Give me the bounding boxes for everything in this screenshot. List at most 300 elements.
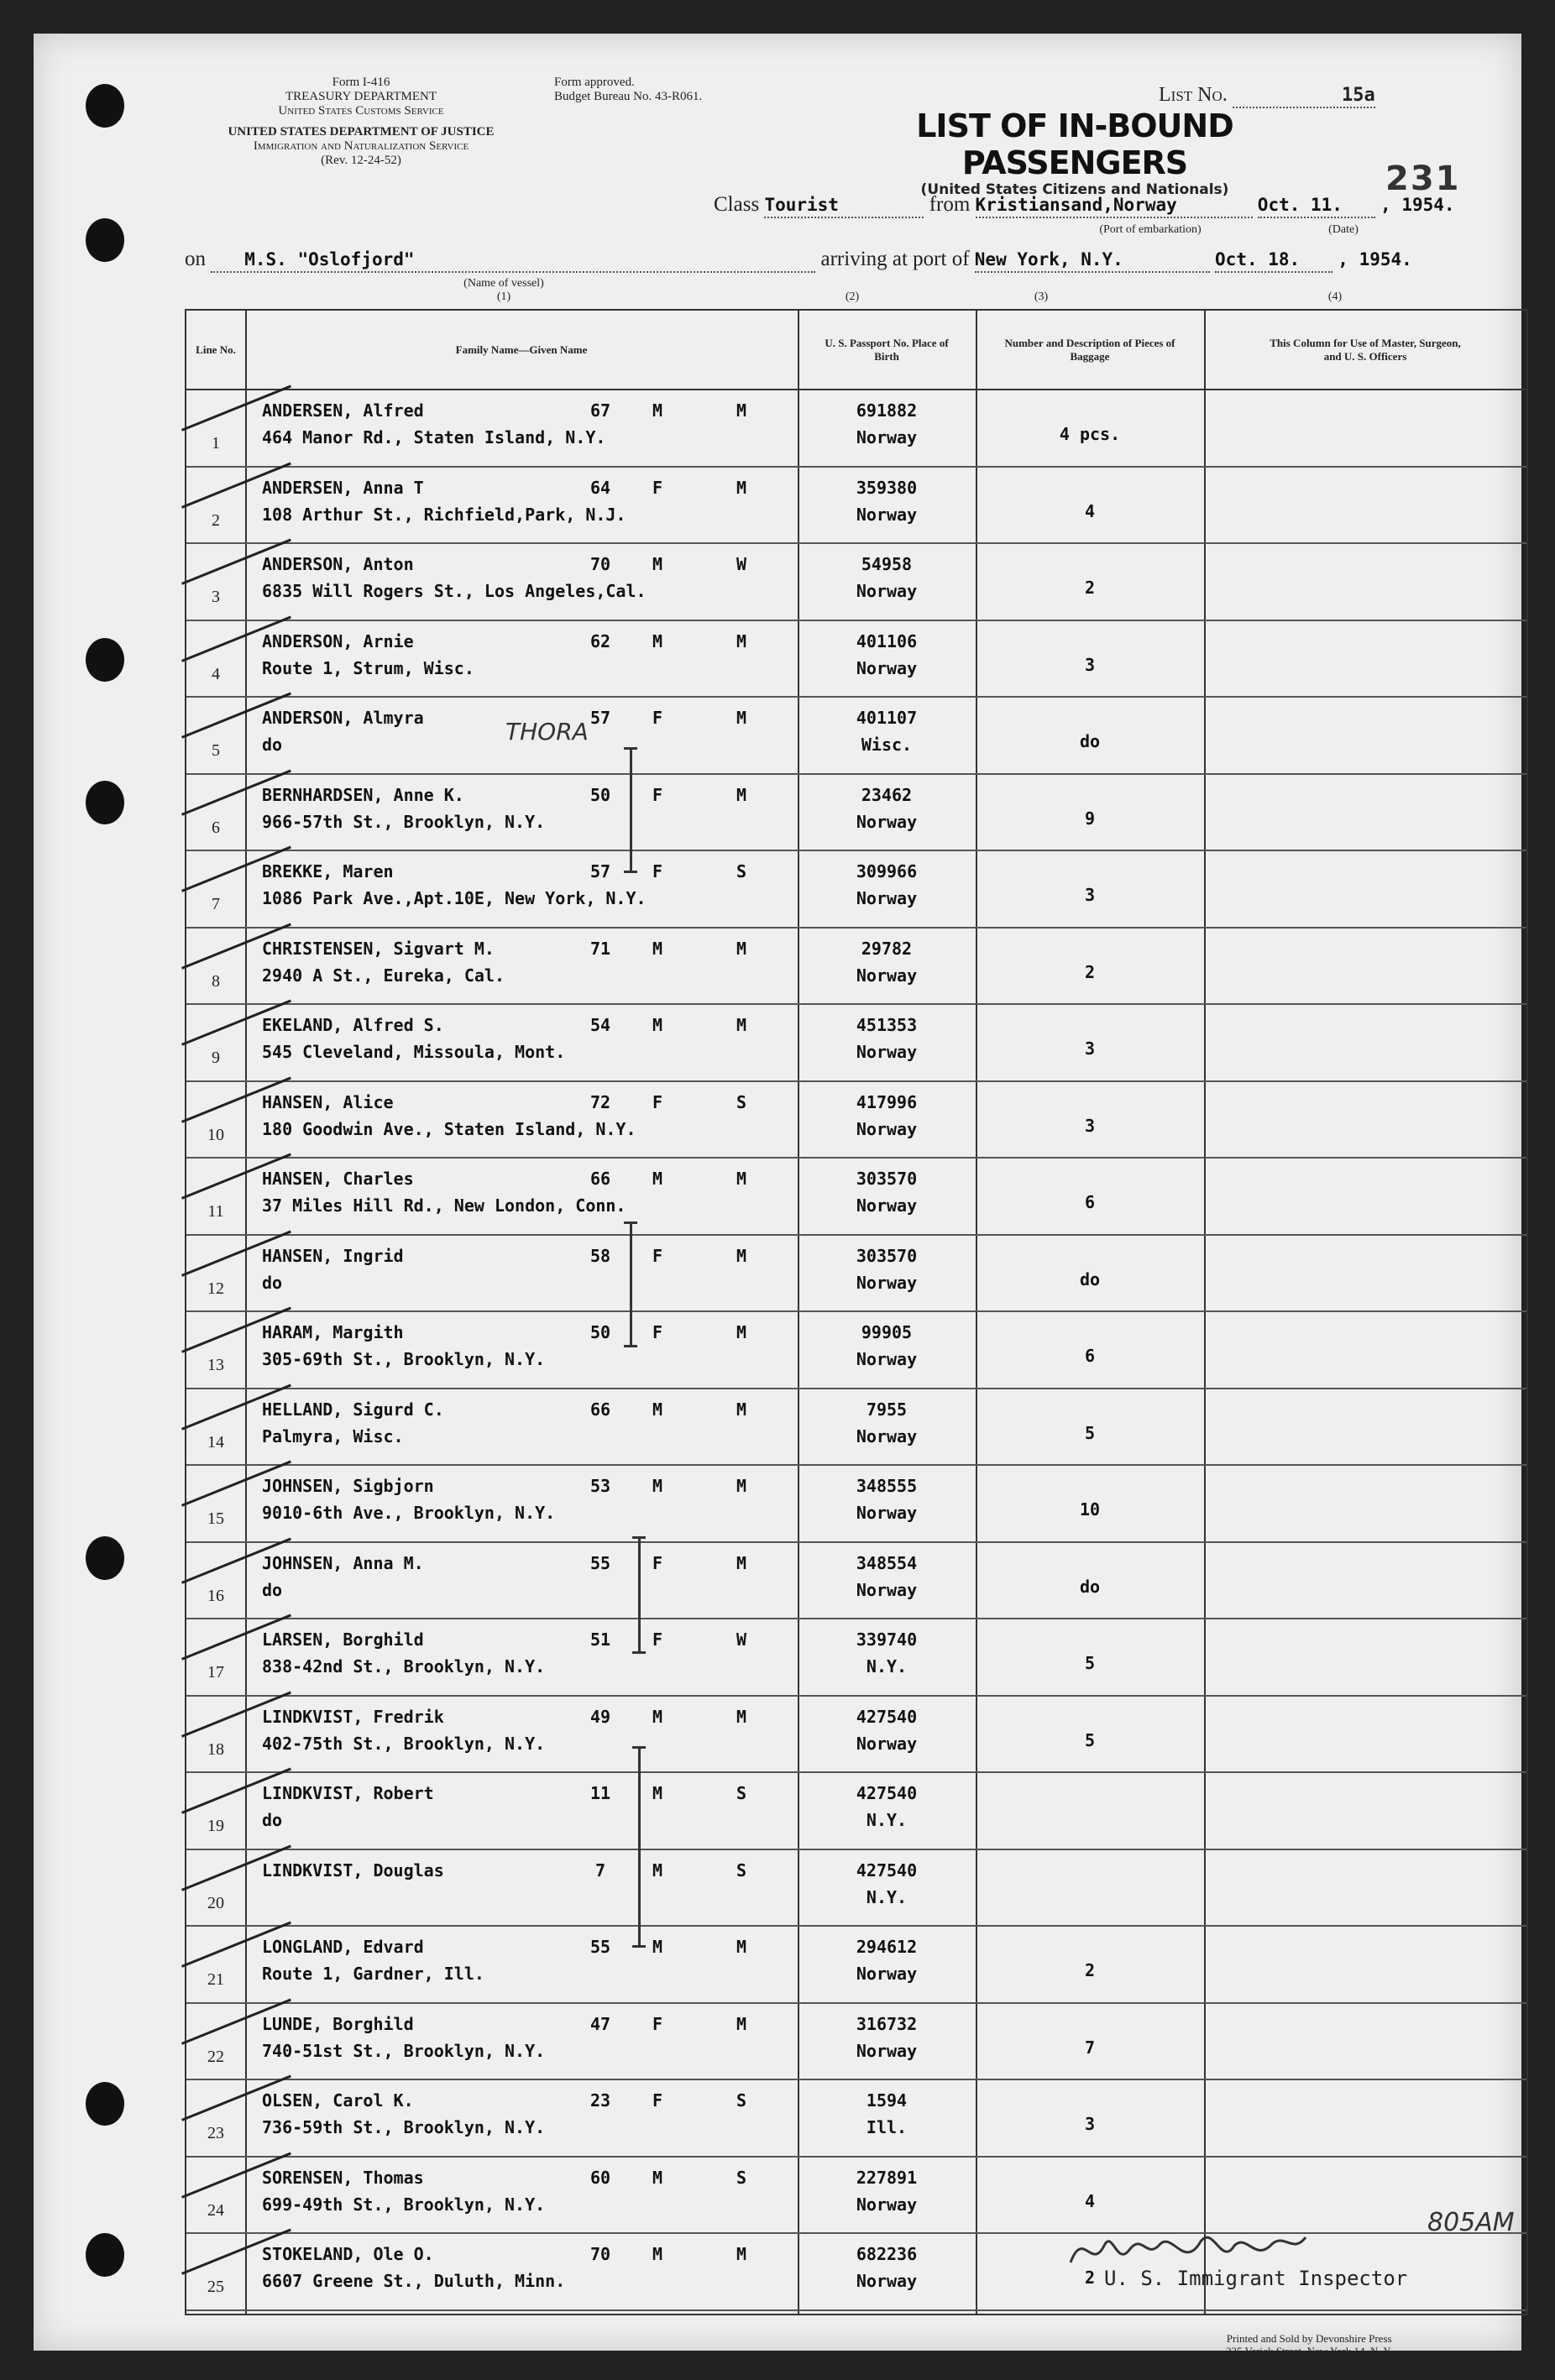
passenger-age: 58 (589, 1245, 611, 1266)
passenger-sex: M (652, 400, 663, 421)
col-num-1: (1) (496, 290, 511, 303)
passenger-address: 464 Manor Rd., Staten Island, N.Y. (262, 427, 606, 447)
passenger-address: 6607 Greene St., Duluth, Minn. (262, 2271, 566, 2291)
passenger-name: HELLAND, Sigurd C. (262, 1399, 444, 1420)
line-number: 21 (207, 1970, 224, 1989)
passenger-age: 66 (589, 1169, 611, 1189)
passenger-age: 51 (589, 1629, 611, 1650)
passenger-age: 55 (589, 1552, 611, 1573)
table-row (186, 2004, 1526, 2081)
baggage-count: 10 (1079, 1499, 1101, 1520)
baggage-count: 3 (1084, 2114, 1096, 2134)
table-row (186, 468, 1526, 545)
passenger-name: JOHNSEN, Sigbjorn (262, 1476, 434, 1496)
line-number: 2 (212, 510, 220, 530)
line-number: 7 (212, 895, 220, 913)
passenger-name: CHRISTENSEN, Sigvart M. (262, 938, 495, 959)
passport-number: 1594 (866, 2090, 908, 2111)
passport-number: 227891 (856, 2167, 918, 2188)
passenger-sex: M (652, 1015, 663, 1035)
passenger-name: LINDKVIST, Fredrik (262, 1706, 444, 1727)
embarkation-year: , 1954. (1380, 195, 1455, 215)
baggage-count: 6 (1084, 1192, 1096, 1212)
marital-status: M (736, 477, 747, 498)
passport-number: 29782 (861, 938, 913, 959)
table-row (186, 1619, 1526, 1697)
place-of-birth: Norway (856, 2194, 918, 2215)
passenger-sex: M (652, 2167, 663, 2188)
form-identification (185, 76, 537, 168)
place-of-birth: Norway (856, 504, 918, 525)
passenger-age: 67 (589, 400, 611, 421)
passenger-name: OLSEN, Carol K. (262, 2090, 414, 2111)
passport-number: 99905 (861, 1322, 913, 1342)
list-number (1159, 84, 1375, 108)
baggage-count: 4 (1084, 500, 1096, 521)
header-officers: This Column for Use of Master, Surgeon, and U. S. Officers (1204, 311, 1526, 390)
place-of-birth: Norway (856, 1349, 918, 1369)
place-of-birth: Norway (856, 1425, 918, 1446)
line-number: 1 (212, 434, 220, 452)
passenger-sex: M (652, 630, 663, 651)
binder-hole (86, 638, 124, 682)
table-row (186, 1543, 1526, 1620)
table-row (186, 1159, 1526, 1236)
place-of-birth: Norway (856, 1733, 918, 1754)
vessel-caption: (Name of vessel) (463, 277, 544, 290)
table-row (186, 1850, 1526, 1928)
passenger-age: 70 (589, 2244, 611, 2264)
marital-status: M (736, 2244, 747, 2264)
passenger-name: LARSEN, Borghild (262, 1629, 424, 1650)
place-of-birth: Norway (856, 1964, 918, 1984)
marital-status: M (736, 400, 747, 421)
marital-status: M (736, 784, 747, 805)
passenger-sex: M (652, 1476, 663, 1496)
marital-status: M (736, 938, 747, 959)
passenger-address: do (262, 735, 283, 755)
passenger-sex: F (652, 1091, 663, 1112)
table-row (186, 851, 1526, 928)
line-number: 22 (207, 2047, 224, 2066)
line-number: 24 (207, 2200, 224, 2220)
passenger-address: Palmyra, Wisc. (262, 1425, 404, 1446)
place-of-birth: Norway (856, 2040, 918, 2061)
passport-number: 23462 (861, 784, 913, 805)
place-of-birth: Norway (856, 581, 918, 601)
binder-hole (86, 2233, 124, 2277)
passport-number: 691882 (856, 400, 918, 421)
baggage-count: do (1079, 1268, 1101, 1289)
binder-hole (86, 218, 124, 262)
baggage-count: 5 (1084, 1653, 1096, 1673)
passport-number: 294612 (856, 1937, 918, 1957)
passenger-sex: M (652, 2244, 663, 2264)
passenger-address: 180 Goodwin Ave., Staten Island, N.Y. (262, 1118, 636, 1139)
arriving-label: arriving at port of (820, 248, 970, 270)
baggage-count: 2 (1084, 578, 1096, 598)
passenger-address: 37 Miles Hill Rd., New London, Conn. (262, 1195, 626, 1216)
table-row (186, 1312, 1526, 1389)
vessel-name: M.S. "Oslofjord" (244, 249, 415, 269)
marital-status: S (736, 1091, 747, 1112)
header-line-no: Line No. (186, 311, 245, 390)
form-approved: Form approved. (554, 76, 635, 89)
passport-number: 401107 (856, 708, 918, 728)
marital-status: S (736, 861, 747, 881)
binder-hole (86, 84, 124, 128)
passenger-sex: F (652, 784, 663, 805)
marital-status: M (736, 1706, 747, 1727)
arrival-year: , 1954. (1338, 249, 1412, 269)
passenger-sex: M (652, 1169, 663, 1189)
passenger-sex: M (652, 1860, 663, 1880)
marital-status: M (736, 1399, 747, 1420)
line-number: 19 (207, 1817, 224, 1835)
arrival-date: Oct. 18. (1215, 249, 1301, 269)
passenger-sex: M (652, 938, 663, 959)
passenger-list-page (34, 34, 1521, 2357)
passenger-sex: F (652, 1552, 663, 1573)
from-label: from (929, 193, 971, 216)
passport-number: 427540 (856, 1706, 918, 1727)
stamp-number: 231 (1385, 160, 1461, 198)
place-of-birth: N.Y. (866, 1810, 908, 1830)
baggage-count: 2 (1084, 961, 1096, 982)
list-no-value: 15a (1342, 85, 1375, 106)
marital-status: S (736, 1860, 747, 1880)
passenger-sex: M (652, 1783, 663, 1803)
passenger-address: 305-69th St., Brooklyn, N.Y. (262, 1349, 546, 1369)
passenger-age: 7 (594, 1860, 606, 1880)
table-row (186, 2080, 1526, 2158)
table-row (186, 1005, 1526, 1082)
passenger-address: 545 Cleveland, Missoula, Mont. (262, 1042, 566, 1062)
passport-number: 54958 (861, 554, 913, 574)
passport-number: 427540 (856, 1860, 918, 1880)
table-row (186, 1466, 1526, 1543)
passenger-name: JOHNSEN, Anna M. (262, 1552, 424, 1573)
passenger-age: 62 (589, 630, 611, 651)
passenger-name: LINDKVIST, Robert (262, 1783, 434, 1803)
passenger-address: 966-57th St., Brooklyn, N.Y. (262, 811, 546, 832)
passenger-name: HANSEN, Charles (262, 1169, 414, 1189)
form-title (856, 107, 1293, 198)
passport-number: 303570 (856, 1245, 918, 1266)
binder-hole (86, 781, 124, 824)
line-number: 14 (207, 1432, 224, 1452)
budget-bureau: Budget Bureau No. 43-R061. (554, 90, 703, 103)
passport-number: 417996 (856, 1091, 918, 1112)
place-of-birth: Norway (856, 888, 918, 908)
line-number: 4 (212, 664, 220, 683)
table-row (186, 2158, 1526, 2235)
passenger-address: do (262, 1579, 283, 1600)
baggage-count: 3 (1084, 1115, 1096, 1136)
passenger-address: Route 1, Strum, Wisc. (262, 657, 474, 678)
marital-status: M (736, 1937, 747, 1957)
marital-status: S (736, 1783, 747, 1803)
col-num-4: (4) (1327, 290, 1343, 303)
table-row (186, 698, 1526, 775)
passenger-sex: F (652, 2013, 663, 2034)
table-row (186, 1236, 1526, 1313)
place-of-birth: Norway (856, 2271, 918, 2291)
class-label: Class (714, 193, 760, 216)
passenger-name: LONGLAND, Edvard (262, 1937, 424, 1957)
passenger-sex: F (652, 1629, 663, 1650)
passenger-age: 57 (589, 708, 611, 728)
header-passport: U. S. Passport No. Place of Birth (798, 311, 976, 390)
passenger-age: 50 (589, 784, 611, 805)
passenger-age: 53 (589, 1476, 611, 1496)
place-of-birth: Wisc. (861, 735, 913, 755)
baggage-count: 3 (1084, 1038, 1096, 1059)
passenger-address: 838-42nd St., Brooklyn, N.Y. (262, 1656, 546, 1676)
passenger-name: LUNDE, Borghild (262, 2013, 414, 2034)
passenger-age: 55 (589, 1937, 611, 1957)
passport-number: 303570 (856, 1169, 918, 1189)
passenger-address: 1086 Park Ave.,Apt.10E, New York, N.Y. (262, 888, 647, 908)
form-number: Form I-416 (332, 76, 390, 89)
passenger-name: BERNHARDSEN, Anne K. (262, 784, 464, 805)
class-line (714, 193, 1455, 218)
list-no-label: List No. (1159, 84, 1228, 106)
family-bracket (638, 1746, 641, 1948)
place-of-birth: Norway (856, 1195, 918, 1216)
passenger-age: 71 (589, 938, 611, 959)
family-bracket (630, 747, 632, 873)
passenger-sex: F (652, 1245, 663, 1266)
passenger-address: 740-51st St., Brooklyn, N.Y. (262, 2040, 546, 2061)
passenger-name: STOKELAND, Ole O. (262, 2244, 434, 2264)
passenger-sex: M (652, 554, 663, 574)
passenger-name: SORENSEN, Thomas (262, 2167, 424, 2188)
baggage-count: 2 (1084, 2268, 1096, 2288)
place-of-birth: Norway (856, 1118, 918, 1139)
table-row (186, 775, 1526, 852)
binder-hole (86, 2082, 124, 2126)
passenger-address: 2940 A St., Eureka, Cal. (262, 965, 505, 986)
passenger-name: HANSEN, Ingrid (262, 1245, 404, 1266)
col-num-2: (2) (845, 290, 860, 303)
approval-block (554, 76, 823, 104)
family-bracket (638, 1536, 641, 1654)
signature-time: 805AM (1427, 2208, 1515, 2237)
passenger-sex: F (652, 708, 663, 728)
vessel-line (185, 248, 1412, 273)
marital-status: M (736, 2013, 747, 2034)
passenger-address: 736-59th St., Brooklyn, N.Y. (262, 2117, 546, 2137)
marital-status: W (736, 1629, 747, 1650)
passenger-name: EKELAND, Alfred S. (262, 1015, 444, 1035)
on-label: on (185, 248, 206, 270)
subtitle-text: (United States Citizens and Nationals) (920, 181, 1229, 198)
table-row (186, 1389, 1526, 1467)
baggage-count: 5 (1084, 1729, 1096, 1750)
passenger-sex: F (652, 477, 663, 498)
header-baggage: Number and Description of Pieces of Baggage (976, 311, 1204, 390)
marital-status: M (736, 1015, 747, 1035)
passport-number: 339740 (856, 1629, 918, 1650)
passenger-sex: F (652, 861, 663, 881)
passenger-sex: F (652, 2090, 663, 2111)
marital-status: M (736, 1322, 747, 1342)
passport-number: 359380 (856, 477, 918, 498)
baggage-count: 3 (1084, 885, 1096, 905)
baggage-count: do (1079, 731, 1101, 751)
passenger-sex: M (652, 1937, 663, 1957)
place-of-birth: Norway (856, 657, 918, 678)
header-name: Family Name—Given Name (245, 311, 798, 390)
printer-line-1: Printed and Sold by Devonshire Press (1226, 2332, 1392, 2345)
baggage-count: 6 (1084, 1346, 1096, 1366)
passenger-age: 57 (589, 861, 611, 881)
embarkation-date: Oct. 11. (1257, 195, 1343, 215)
baggage-count: 2 (1084, 1960, 1096, 1980)
passenger-name: ANDERSEN, Anna T (262, 477, 424, 498)
passport-number: 316732 (856, 2013, 918, 2034)
customs-service: United States Customs Service (278, 104, 444, 118)
passport-number: 348555 (856, 1476, 918, 1496)
passenger-name: ANDERSON, Almyra (262, 708, 424, 728)
treasury-dept: TREASURY DEPARTMENT (285, 90, 437, 103)
line-number: 10 (207, 1125, 224, 1144)
inspector-label: U. S. Immigrant Inspector (1104, 2267, 1408, 2290)
passenger-address: 108 Arthur St., Richfield,Park, N.J. (262, 504, 626, 525)
line-number: 16 (207, 1586, 224, 1605)
line-number: 8 (212, 971, 220, 991)
marital-status: M (736, 1552, 747, 1573)
passenger-address: 9010-6th Ave., Brooklyn, N.Y. (262, 1503, 556, 1523)
baggage-count: 7 (1084, 2037, 1096, 2058)
place-of-birth: Norway (856, 1042, 918, 1062)
line-number: 13 (207, 1356, 224, 1374)
marital-status: W (736, 554, 747, 574)
baggage-count: 9 (1084, 808, 1096, 829)
table-row (186, 1697, 1526, 1774)
table-row (186, 621, 1526, 698)
revision: (Rev. 12-24-52) (321, 154, 401, 167)
line-number: 23 (207, 2124, 224, 2142)
col-num-3: (3) (1034, 290, 1049, 303)
justice-dept: UNITED STATES DEPARTMENT OF JUSTICE (228, 125, 495, 139)
passenger-table (185, 309, 1528, 2315)
line-number: 25 (207, 2278, 224, 2296)
passenger-name: LINDKVIST, Douglas (262, 1860, 444, 1880)
passenger-age: 72 (589, 1091, 611, 1112)
marital-status: M (736, 1245, 747, 1266)
line-number: 18 (207, 1739, 224, 1759)
line-number: 20 (207, 1893, 224, 1912)
printer-line-2: 225 Varick Street, New York 14, N. Y. (1226, 2345, 1393, 2357)
table-row (186, 928, 1526, 1006)
printer-credit (1226, 2332, 1392, 2357)
line-number: 17 (207, 1663, 224, 1682)
handwritten-thora: THORA (505, 718, 589, 745)
table-row (186, 544, 1526, 621)
place-of-birth: N.Y. (866, 1656, 908, 1676)
passport-number: 7955 (866, 1399, 908, 1420)
date-caption: (Date) (1328, 223, 1359, 236)
passport-number: 309966 (856, 861, 918, 881)
passenger-name: BREKKE, Maren (262, 861, 394, 881)
line-number: 15 (207, 1509, 224, 1528)
line-number: 11 (207, 1202, 224, 1221)
baggage-count: 4 (1084, 2190, 1096, 2211)
place-of-birth: Ill. (866, 2117, 908, 2137)
line-number: 3 (212, 588, 220, 606)
arrival-port: New York, N.Y. (974, 249, 1123, 269)
class-value: Tourist (764, 195, 839, 215)
port-caption: (Port of embarkation) (1099, 223, 1202, 236)
passenger-name: ANDERSON, Arnie (262, 630, 414, 651)
passenger-age: 54 (589, 1015, 611, 1035)
baggage-count: 4 pcs. (1059, 424, 1121, 444)
baggage-count: do (1079, 1576, 1101, 1597)
line-number: 6 (212, 818, 220, 837)
passenger-age: 11 (589, 1783, 611, 1803)
table-row (186, 1773, 1526, 1850)
passenger-address: Route 1, Gardner, Ill. (262, 1964, 484, 1984)
embarkation-port: Kristiansand,Norway (975, 195, 1177, 215)
title-text: LIST OF IN-BOUND PASSENGERS (916, 107, 1233, 181)
table-row (186, 1927, 1526, 2004)
passenger-name: HANSEN, Alice (262, 1091, 394, 1112)
binder-hole (86, 1536, 124, 1580)
baggage-count: 3 (1084, 654, 1096, 675)
passport-number: 427540 (856, 1783, 918, 1803)
family-bracket (630, 1221, 632, 1347)
table-row (186, 390, 1526, 468)
passenger-sex: M (652, 1706, 663, 1727)
passenger-age: 49 (589, 1706, 611, 1727)
line-number: 5 (212, 741, 220, 760)
ins-service: Immigration and Naturalization Service (253, 139, 469, 153)
passport-number: 401106 (856, 630, 918, 651)
marital-status: S (736, 2167, 747, 2188)
passenger-name: ANDERSON, Anton (262, 554, 414, 574)
marital-status: M (736, 1476, 747, 1496)
place-of-birth: Norway (856, 427, 918, 447)
passenger-age: 70 (589, 554, 611, 574)
passenger-age: 60 (589, 2167, 611, 2188)
passenger-address: 402-75th St., Brooklyn, N.Y. (262, 1733, 546, 1754)
passenger-age: 64 (589, 477, 611, 498)
line-number: 12 (207, 1279, 224, 1298)
place-of-birth: Norway (856, 811, 918, 832)
place-of-birth: Norway (856, 965, 918, 986)
passenger-address: do (262, 1810, 283, 1830)
place-of-birth: N.Y. (866, 1886, 908, 1907)
marital-status: S (736, 2090, 747, 2111)
passport-number: 682236 (856, 2244, 918, 2264)
baggage-count: 5 (1084, 1422, 1096, 1443)
passenger-age: 66 (589, 1399, 611, 1420)
passport-number: 451353 (856, 1015, 918, 1035)
marital-status: M (736, 1169, 747, 1189)
place-of-birth: Norway (856, 1579, 918, 1600)
place-of-birth: Norway (856, 1503, 918, 1523)
marital-status: M (736, 630, 747, 651)
passenger-age: 23 (589, 2090, 611, 2111)
passenger-sex: F (652, 1322, 663, 1342)
passenger-address: 699-49th St., Brooklyn, N.Y. (262, 2194, 546, 2215)
passenger-name: ANDERSEN, Alfred (262, 400, 424, 421)
passenger-name: HARAM, Margith (262, 1322, 404, 1342)
table-row (186, 1082, 1526, 1159)
passenger-age: 47 (589, 2013, 611, 2034)
